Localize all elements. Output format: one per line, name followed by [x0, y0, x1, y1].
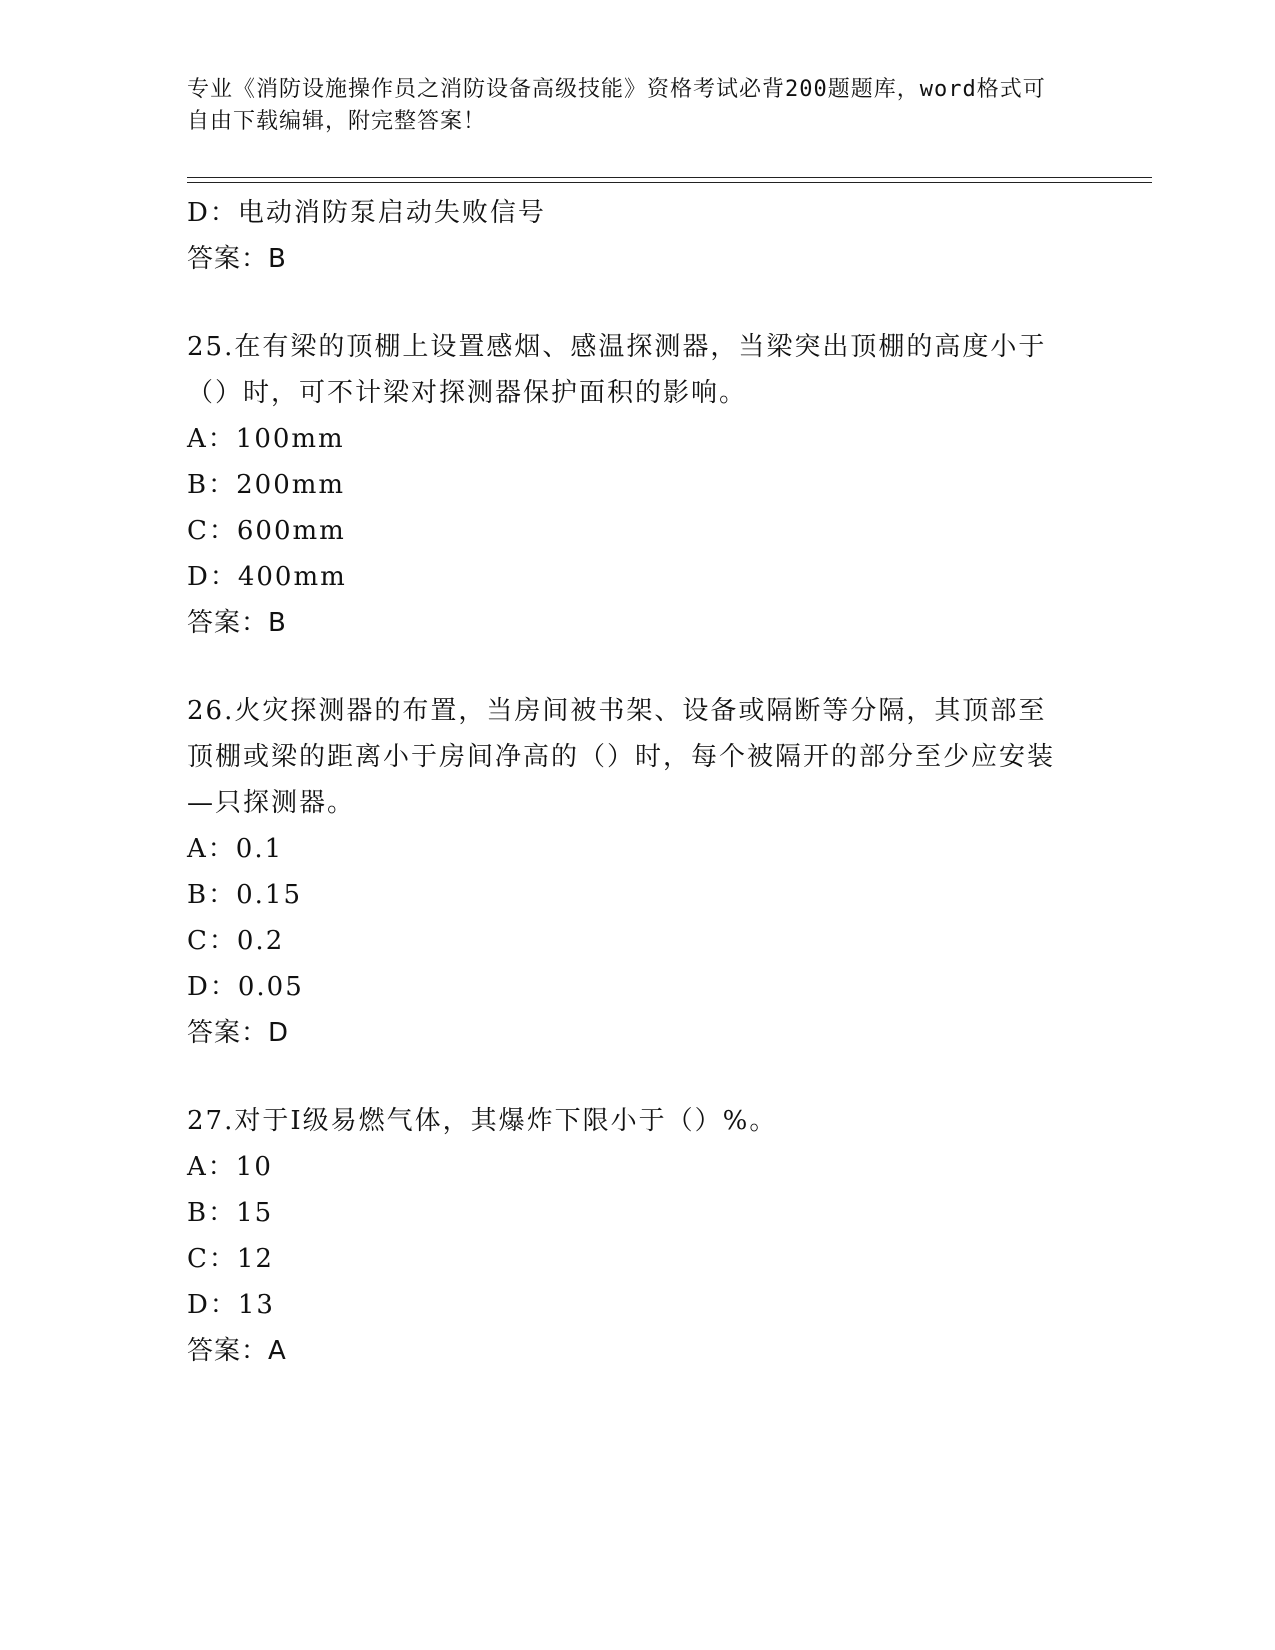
carryover-block — [187, 190, 1087, 282]
question-stem: 27.对于Ⅰ级易燃气体，其爆炸下限小于（）%。 — [187, 1106, 778, 1136]
option-d: D：13 — [187, 1290, 275, 1320]
answer-line: 答案：B — [187, 608, 287, 638]
option-a: A：10 — [187, 1152, 273, 1182]
question-27 — [187, 1098, 1087, 1374]
header-divider-bottom — [187, 182, 1152, 183]
question-stem: 25.在有梁的顶棚上设置感烟、感温探测器，当梁突出顶棚的高度小于（）时，可不计梁对探测器保护面积的影响。 — [187, 332, 1047, 408]
option-b: B：15 — [187, 1198, 274, 1228]
option-b: B：0.15 — [187, 880, 302, 910]
option-a: A：0.1 — [187, 834, 284, 864]
answer-line: 答案：A — [187, 1336, 287, 1366]
document-header: 专业《消防设施操作员之消防设备高级技能》资格考试必背200题题库，word格式可自由下载编辑，附完整答案！ — [187, 77, 1046, 134]
question-list — [187, 190, 1087, 1374]
option-d: D：400mm — [187, 562, 347, 592]
option-d: D：电动消防泵启动失败信号 — [187, 198, 546, 228]
answer-line: 答案：D — [187, 1018, 290, 1048]
option-c: C：600mm — [187, 516, 346, 546]
question-25 — [187, 324, 1087, 646]
option-d: D：0.05 — [187, 972, 304, 1002]
option-a: A：100mm — [187, 424, 345, 454]
header-divider-top — [187, 177, 1152, 178]
option-b: B：200mm — [187, 470, 346, 500]
option-c: C：0.2 — [187, 926, 285, 956]
question-26 — [187, 688, 1087, 1056]
option-c: C：12 — [187, 1244, 274, 1274]
answer-line: 答案：B — [187, 244, 287, 274]
question-stem: 26.火灾探测器的布置，当房间被书架、设备或隔断等分隔，其顶部至顶棚或梁的距离小于房间净高的（）时，每个被隔开的部分至少应安装—只探测器。 — [187, 696, 1056, 818]
